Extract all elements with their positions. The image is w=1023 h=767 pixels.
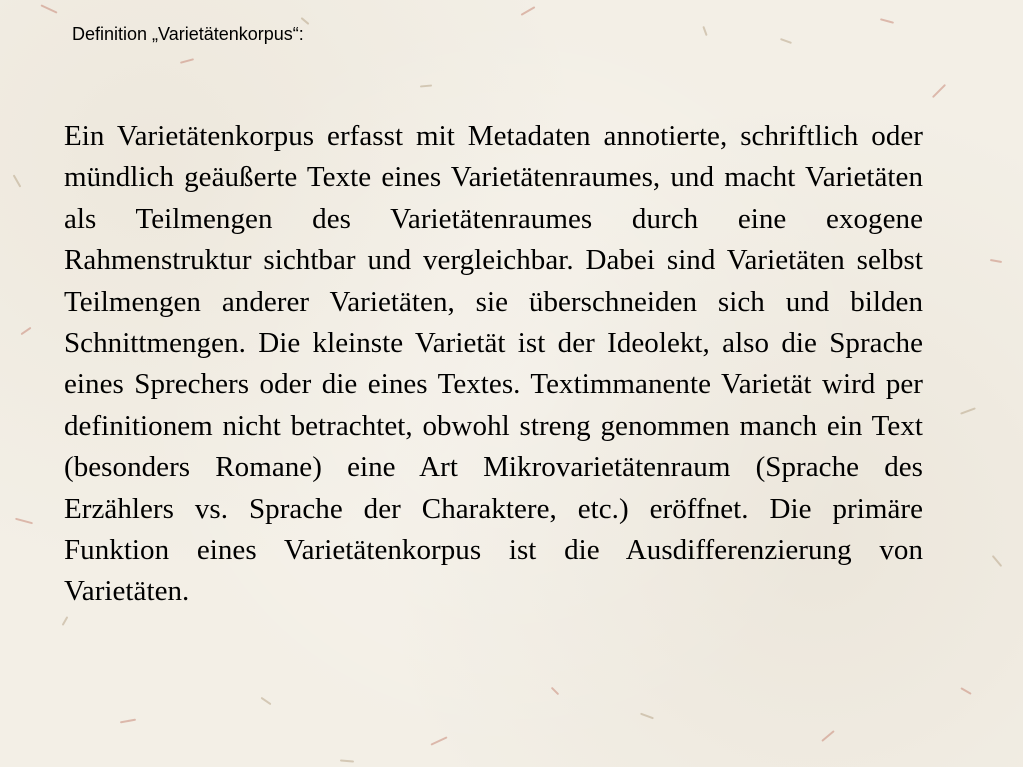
paper-fiber (420, 84, 432, 87)
paper-fiber (780, 38, 792, 44)
paper-fiber (15, 518, 33, 525)
paper-fiber (990, 259, 1002, 263)
paper-fiber (821, 730, 835, 742)
paper-fiber (702, 26, 707, 36)
slide-title: Definition „Varietätenkorpus“: (72, 24, 304, 44)
paper-fiber (960, 687, 971, 695)
paper-fiber (551, 687, 559, 695)
paper-fiber (521, 6, 536, 16)
paper-fiber (40, 4, 57, 13)
paper-fiber (13, 174, 22, 187)
paper-fiber (960, 407, 976, 414)
paper-fiber (180, 58, 194, 64)
paper-fiber (261, 697, 272, 706)
paper-fiber (992, 555, 1003, 567)
paper-fiber (21, 327, 32, 336)
slide-body-text: Ein Varietätenkorpus erfasst mit Metadaten annotierte, schriftlich oder mündlich geäußerte Texte eines Varietätenraumes, und macht Varietäten als Teilmengen des Varietätenraumes durch eine exogene Rahmenstruktur sichtbar und vergleichbar. Dabei sind Varietäten selbst Teilmengen anderer Varietäten, sie überschneiden sich und bilden Schnittmengen. Die kleinste Varietät ist der Ideolekt, also die Sprache eines Sprechers oder die eines Textes. Textimmanente Varietät wird per definitionem nicht betrachtet, obwohl streng genommen manch ein Text (besonders Romane) eine Art Mikrovarietätenraum (Sprache des Erzählers vs. Sprache der Charaktere, etc.) eröffnet. Die primäre Funktion eines Varietätenkorpus ist die Ausdifferenzierung von Varietäten. (64, 120, 923, 608)
paper-fiber (932, 84, 946, 98)
paper-fiber (880, 18, 894, 24)
paper-fiber (340, 759, 354, 762)
paper-fiber (640, 713, 654, 720)
paper-fiber (430, 736, 447, 745)
paper-fiber (62, 616, 69, 626)
paper-fiber (120, 719, 136, 724)
